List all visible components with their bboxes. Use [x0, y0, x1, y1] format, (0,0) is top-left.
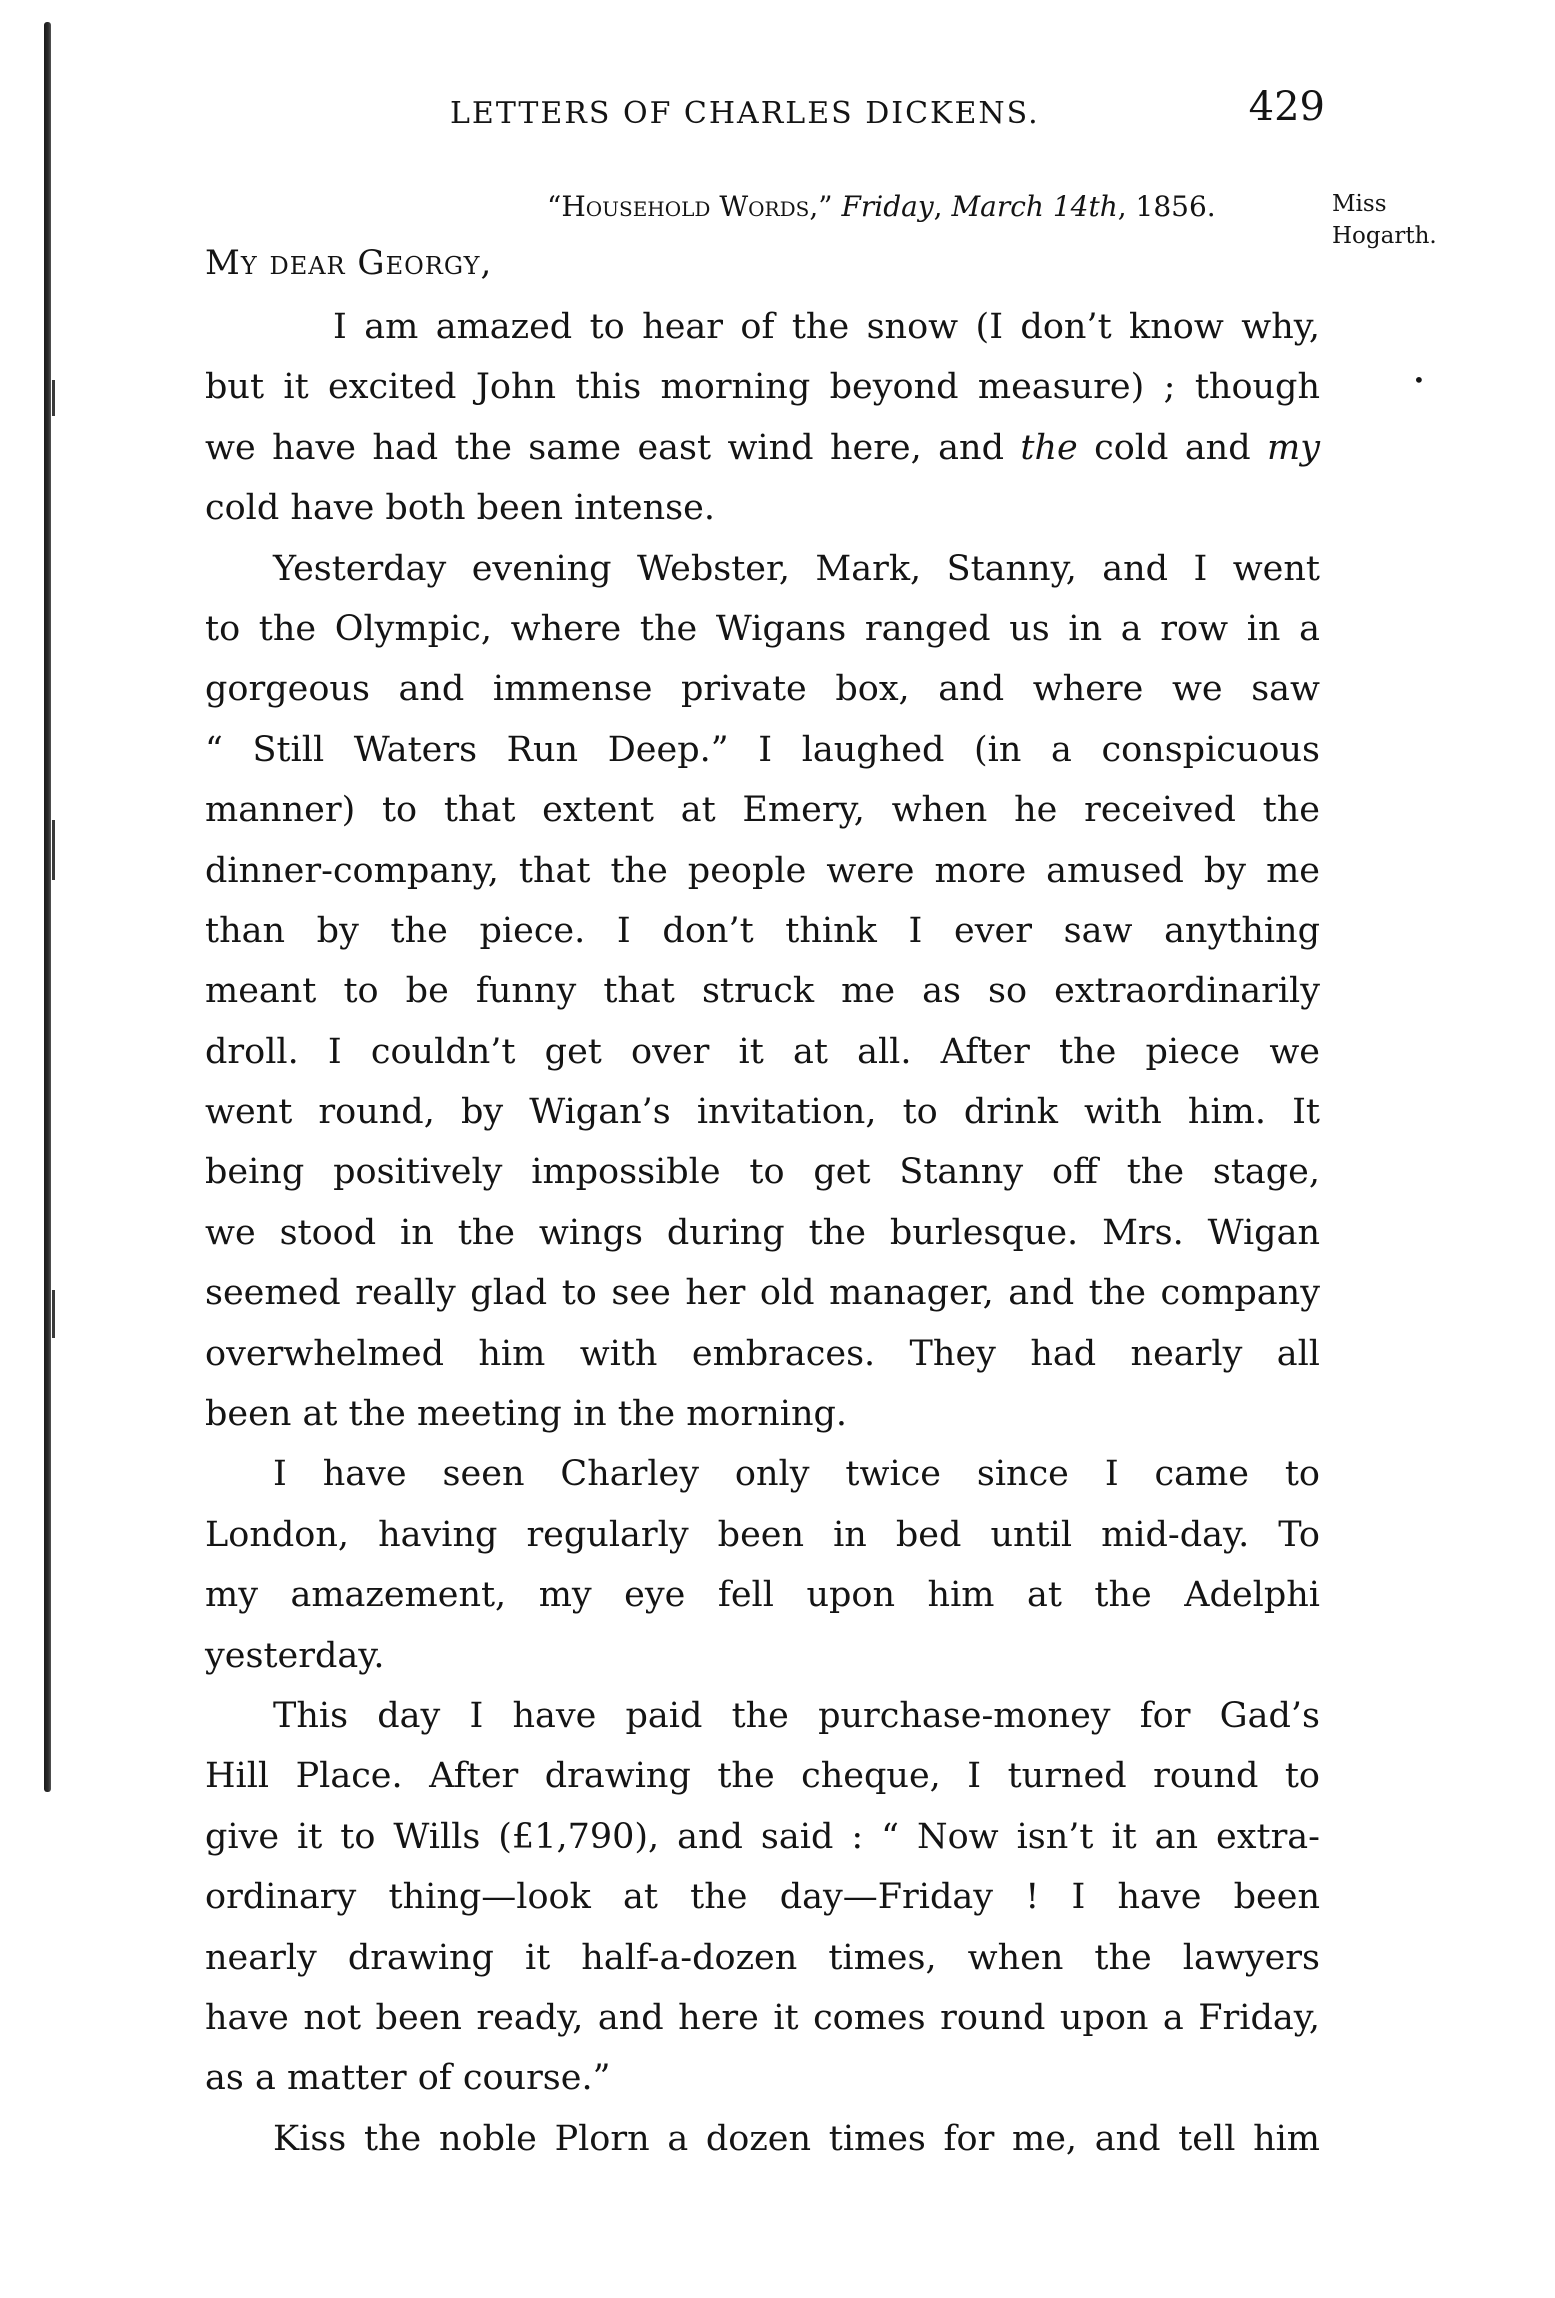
text-line: Hill Place. After drawing the cheque, I turned round to	[205, 1756, 1320, 1797]
dateline-year: , 1856.	[1117, 190, 1216, 223]
text-line: “ Still Waters Run Deep.” I laughed (in a conspicuous	[205, 729, 1320, 770]
text-line: but it excited John this morning beyond measure) ; though	[205, 367, 1320, 408]
text-line: Yesterday evening Webster, Mark, Stanny, and I went	[273, 548, 1320, 589]
text-line: to the Olympic, where the Wigans ranged us in a row in a	[205, 608, 1320, 649]
running-head	[205, 84, 1325, 144]
text-line: meant to be funny that struck me as so extraordinarily	[205, 971, 1320, 1012]
text-line: Kiss the noble Plorn a dozen times for me, and tell him	[273, 2118, 1320, 2159]
page-number: 429	[1248, 84, 1325, 130]
binding-speck	[52, 380, 55, 416]
text-line: overwhelmed him with embraces. They had nearly all	[205, 1333, 1320, 1374]
text-line: cold have both been intense.	[205, 488, 715, 529]
text-line: nearly drawing it half-a-dozen times, when the lawyers	[205, 1937, 1320, 1978]
text-line: manner) to that extent at Emery, when he received the	[205, 790, 1320, 831]
letter-body	[205, 297, 1320, 2169]
text-line: have not been ready, and here it comes round upon a Friday,	[205, 1997, 1320, 2038]
text-line: been at the meeting in the morning.	[205, 1394, 848, 1435]
letter-salutation: My dear Georgy,	[205, 243, 493, 283]
dateline-quote-open: “	[547, 190, 562, 223]
text-line: give it to Wills (£1,790), and said : “ Now isn’t it an extra-	[205, 1816, 1320, 1857]
text-line: ordinary thing—look at the day—Friday ! I have been	[205, 1877, 1320, 1918]
binding-edge-shadow	[44, 22, 51, 1792]
margin-note-line: Hogarth.	[1332, 223, 1437, 249]
text-line: gorgeous and immense private box, and where we saw	[205, 669, 1320, 710]
text-line: my amazement, my eye fell upon him at the Adelphi	[205, 1575, 1320, 1616]
text-run: cold and	[1077, 427, 1268, 468]
dateline-comma: ,	[933, 190, 952, 223]
emphasis-my: my	[1267, 427, 1320, 468]
letter-dateline	[547, 190, 1216, 223]
margin-note-line: Miss	[1332, 191, 1387, 217]
text-line: being positively impossible to get Stanny off the stage,	[205, 1152, 1320, 1193]
margin-tick-mark: •	[1413, 368, 1425, 392]
binding-speck	[52, 1290, 55, 1338]
text-line: than by the piece. I don’t think I ever saw anything	[205, 910, 1320, 951]
binding-speck	[52, 820, 55, 880]
emphasis-the: the	[1020, 427, 1078, 468]
text-line: seemed really glad to see her old manager, and the company	[205, 1273, 1320, 1314]
text-line: This day I have paid the purchase-money for Gad’s	[273, 1695, 1320, 1736]
text-run: we have had the same east wind here, and	[205, 427, 1021, 468]
text-line: as a matter of course.”	[205, 2058, 611, 2099]
text-line: went round, by Wigan’s invitation, to drink with him. It	[205, 1092, 1320, 1133]
dateline-weekday: Friday	[841, 190, 934, 223]
margin-note	[1332, 188, 1437, 252]
dateline-after-periodical: ,”	[809, 190, 842, 223]
running-title: LETTERS OF CHARLES DICKENS.	[450, 96, 1040, 131]
text-line: droll. I couldn’t get over it at all. After the piece we	[205, 1031, 1320, 1072]
text-line: dinner-company, that the people were more amused by me	[205, 850, 1320, 891]
text-line: I am amazed to hear of the snow (I don’t know why,	[333, 307, 1320, 347]
dateline-periodical: Household Words	[561, 190, 810, 223]
dateline-month-day: March 14th	[951, 190, 1118, 223]
text-line: we stood in the wings during the burlesque. Mrs. Wigan	[205, 1212, 1320, 1253]
text-line: yesterday.	[205, 1635, 385, 1676]
text-line: London, having regularly been in bed until mid-day. To	[205, 1514, 1320, 1555]
text-line: I have seen Charley only twice since I came to	[273, 1454, 1320, 1495]
text-line	[205, 418, 1320, 478]
